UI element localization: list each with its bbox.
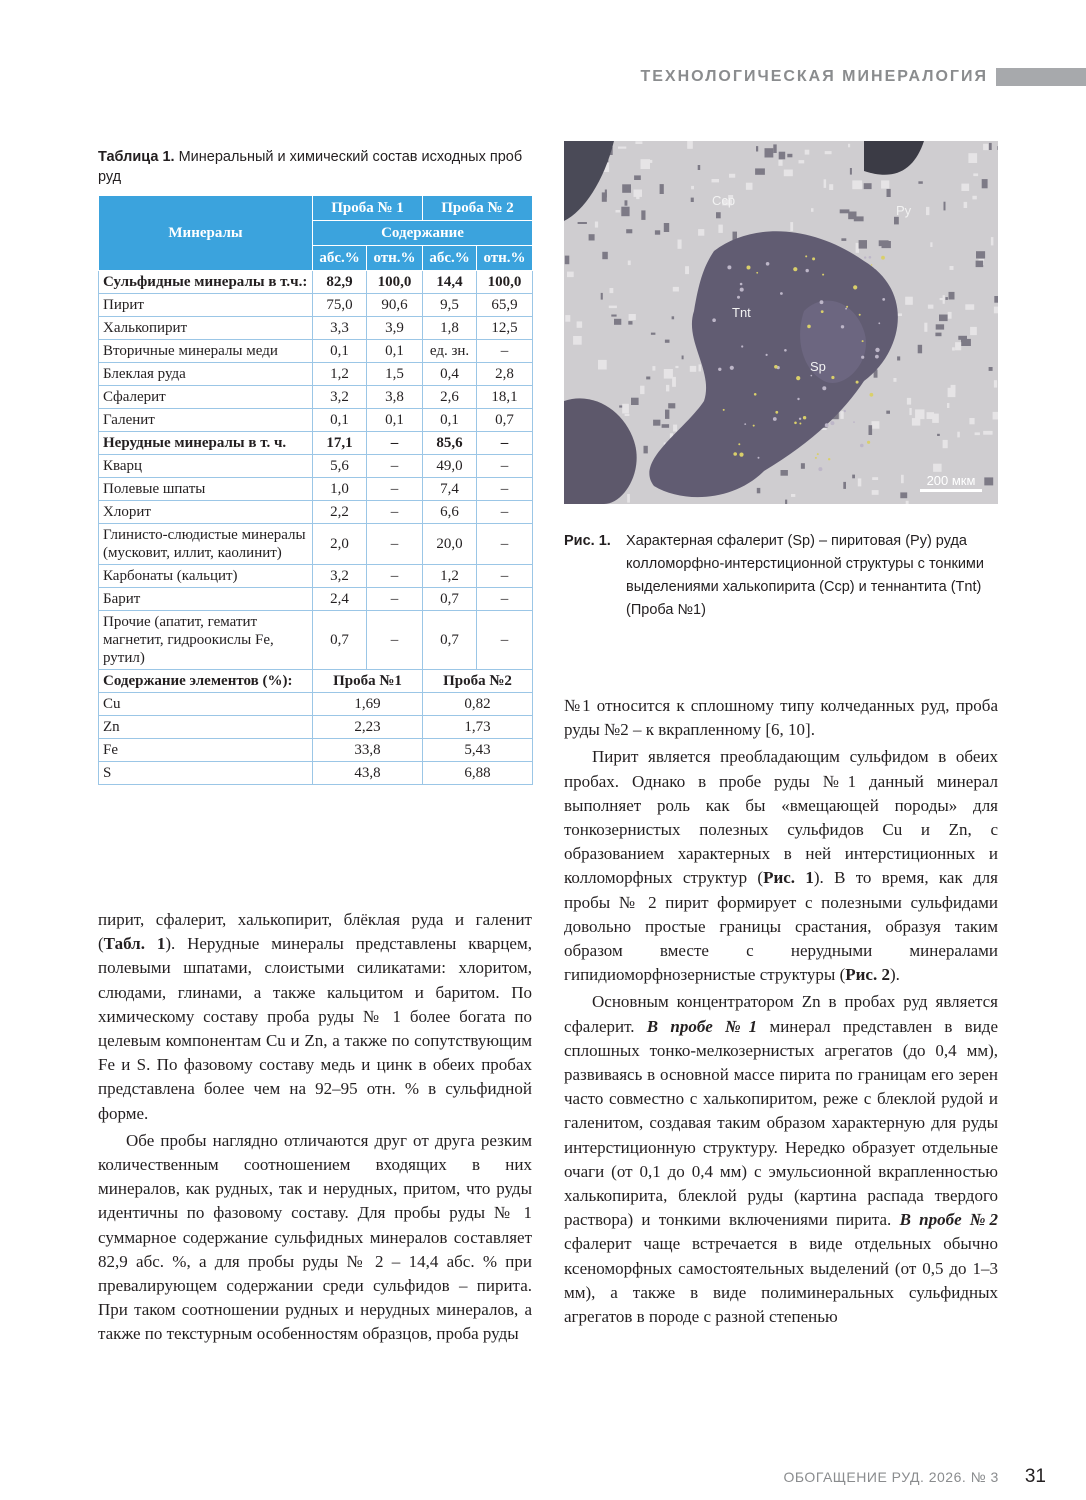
micrograph <box>564 141 998 504</box>
table-cell: 82,9 <box>313 271 367 294</box>
table-cell: 12,5 <box>477 317 533 340</box>
element-name: Cu <box>99 693 313 716</box>
table-cell: 0,7 <box>422 611 476 670</box>
header-probe2: Проба № 2 <box>422 196 532 221</box>
table-cell: 0,1 <box>367 409 423 432</box>
page-footer <box>784 1466 1046 1488</box>
mineral-name: Барит <box>99 588 313 611</box>
table-cell: – <box>367 611 423 670</box>
table-cell: 6,88 <box>422 762 532 785</box>
table-cell: 0,7 <box>313 611 367 670</box>
scale-bar <box>920 473 982 492</box>
table-row <box>99 501 533 524</box>
table-row <box>99 478 533 501</box>
page-number: 31 <box>1024 1466 1046 1487</box>
mineral-name: Сфалерит <box>99 386 313 409</box>
table-cell: 0,1 <box>422 409 476 432</box>
text-run: минерал представлен в виде сплошных тонко-мелкозернистых агрегатов (до 0,4 мм), развиваясь в основной массе пирита по границам его зерен часто совместно с халькопиритом, реже с блеклой рудой и галенитом, создавая таким образом характерную для руды интерстиционную структуру. Нередко образует отдельные очаги (от 0,1 до 0,4 мм) с эмульсионной вкрапленностью халькопирита, блеклой руды (картина распада твердого раствора) и тонкими включениями пирита. <box>564 1016 998 1230</box>
mineral-name: Полевые шпаты <box>99 478 313 501</box>
table-cell: 3,3 <box>313 317 367 340</box>
emphasis: В пробе №2 <box>899 1210 998 1230</box>
mineral-name: Пирит <box>99 294 313 317</box>
table-cell: 1,0 <box>313 478 367 501</box>
table-cell: 5,43 <box>422 739 532 762</box>
minerals-table <box>98 195 533 785</box>
journal-name: ОБОГАЩЕНИЕ РУД. 2026. № 3 <box>783 1469 999 1485</box>
table-cell: 1,8 <box>422 317 476 340</box>
table-cell: 0,82 <box>422 693 532 716</box>
table-cell: – <box>477 501 533 524</box>
table-row <box>99 588 533 611</box>
table-row <box>99 739 533 762</box>
table-cell: 1,73 <box>422 716 532 739</box>
header-rel: отн.% <box>477 246 533 271</box>
table-cell: – <box>477 432 533 455</box>
table-cell: 14,4 <box>422 271 476 294</box>
table-cell: – <box>477 455 533 478</box>
table-cell: 65,9 <box>477 294 533 317</box>
scale-bar-line <box>920 489 982 492</box>
header-abs: абс.% <box>422 246 476 271</box>
table-row <box>99 363 533 386</box>
table-row <box>99 455 533 478</box>
table-row <box>99 762 533 785</box>
table-row <box>99 294 533 317</box>
label-ccp: Ccp <box>712 193 736 208</box>
table-cell: 1,2 <box>313 363 367 386</box>
table-row <box>99 386 533 409</box>
table-cell: 2,0 <box>313 524 367 565</box>
header-rel: отн.% <box>367 246 423 271</box>
paragraph: №1 относится к сплошному типу колчеданных руд, проба руды №2 – к вкрапленному [6, 10]. <box>564 696 998 740</box>
paragraph <box>564 745 998 987</box>
mineral-name: Прочие (апатит, гематит магнетит, гидроокислы Fe, рутил) <box>99 611 313 670</box>
table-cell: 49,0 <box>422 455 476 478</box>
micrograph-image <box>564 141 998 504</box>
text-run: Основным концентратором Zn в пробах руд является сфалерит. <box>564 992 998 1036</box>
mineral-name: Блеклая руда <box>99 363 313 386</box>
table-row <box>99 611 533 670</box>
table-row <box>99 524 533 565</box>
element-name: S <box>99 762 313 785</box>
element-rows <box>99 670 533 693</box>
table-cell: 100,0 <box>477 271 533 294</box>
mineral-name: Вторичные минералы меди <box>99 340 313 363</box>
table-cell: – <box>477 524 533 565</box>
table-cell: – <box>367 565 423 588</box>
elements-header-p1: Проба №1 <box>313 670 423 693</box>
table-caption <box>98 147 528 187</box>
table-cell: 85,6 <box>422 432 476 455</box>
text-run: ). В то время, как для пробы № 2 пирит формирует с полезными сульфидами довольно простые границы срастания, образуя таким образом вместе с нерудными минералами гипидиоморфнозернистые структуры ( <box>564 868 998 985</box>
header-probe1: Проба № 1 <box>313 196 423 221</box>
element-name: Fe <box>99 739 313 762</box>
table-cell: 1,2 <box>422 565 476 588</box>
table-cell: 6,6 <box>422 501 476 524</box>
running-head <box>640 66 1086 88</box>
table-caption-text: Минеральный и химический состав исходных проб руд <box>98 149 523 185</box>
table-cell: – <box>367 524 423 565</box>
mineral-name: Кварц <box>99 455 313 478</box>
table-cell: 1,69 <box>313 693 423 716</box>
table-row <box>99 271 533 294</box>
mineral-rows <box>99 271 533 670</box>
table-cell: 2,2 <box>313 501 367 524</box>
label-tnt: Tnt <box>732 305 751 320</box>
paragraph: Обе пробы наглядно отличаются друг от друга резким количественным соотношением входящих в них минералов, как рудных, так и нерудных, притом, что руды идентичны по фазовому составу. Для пробы руды № 1 суммарное содержание сульфидных минералов составляет 82,9 абс. %, а для пробы руды № 2 – 14,4 абс. % при превалирующем содержании среди сульфидов – пирита. При таком соотношении рудных и нерудных минералов, а также по текстурным особенностям образцов, проба руды <box>98 1130 532 1344</box>
figure-caption-text: Характерная сфалерит (Sp) – пиритовая (Py) руда колломорфно-интерстиционной структуры с тонкими выделениями халькопирита (Ccp) и теннантита (Tnt) (Проба №1) <box>626 533 985 618</box>
table-cell: – <box>477 588 533 611</box>
figure-caption-label: Рис. 1. <box>564 533 611 549</box>
header-content: Содержание <box>313 221 533 246</box>
table-cell: – <box>477 611 533 670</box>
paragraph <box>564 990 998 1329</box>
element-name: Zn <box>99 716 313 739</box>
table-cell: – <box>477 478 533 501</box>
table-cell: – <box>477 340 533 363</box>
table-cell: 2,8 <box>477 363 533 386</box>
left-column <box>98 908 532 1347</box>
table-cell: 75,0 <box>313 294 367 317</box>
paragraph <box>98 908 532 1126</box>
table-cell: 9,5 <box>422 294 476 317</box>
text-run: ). Нерудные минералы представлены кварцем, полевыми шпатами, слоистыми силикатами: хлоритом, слюдами, глинами, а также кальцитом и баритом. По химическому составу проба руды № 1 более богата по целевым компонентам Cu и Zn, а также по сопутствующим Fe и S. По фазовому составу медь и цинк в обеих пробах представлена более чем на 92–95 отн. % в сульфидной форме. <box>98 934 532 1123</box>
table-cell: 20,0 <box>422 524 476 565</box>
table-row <box>99 716 533 739</box>
emphasis: В пробе №1 <box>646 1016 758 1036</box>
elements-header-row <box>99 670 533 693</box>
table-cell: 3,2 <box>313 386 367 409</box>
mineral-name: Глинисто-слюдистые минералы (мусковит, иллит, каолинит) <box>99 524 313 565</box>
table-caption-label: Таблица 1. <box>98 149 175 165</box>
text-run: пирит, сфалерит, халькопирит, блёклая руда и галенит ( <box>98 910 532 954</box>
table-cell: 0,1 <box>367 340 423 363</box>
table-cell: 3,8 <box>367 386 423 409</box>
text-run: ). <box>889 965 900 985</box>
header-bar <box>996 68 1086 86</box>
element-values <box>99 693 533 785</box>
text-run: Пирит является преобладающим сульфидом в обеих пробах. Однако в пробе руды №1 данный минерал выполняет роль как бы «вмещающей породы» для тонкозернистых полезных сульфидов Cu и Zn, с образованием характерных в ней интерстиционных и колломорфных структур ( <box>564 747 998 888</box>
mineral-name: Хлорит <box>99 501 313 524</box>
mineral-name: Галенит <box>99 409 313 432</box>
table-cell: 90,6 <box>367 294 423 317</box>
text-run: сфалерит чаще встречается в виде отдельных обычно ксеноморфных самостоятельных выделений (от 0,5 до 1–3 мм), а также в виде полиминеральных сульфидных агрегатов в породе с разной степенью <box>564 1234 998 1327</box>
mineral-name: Карбонаты (кальцит) <box>99 565 313 588</box>
table-cell: 43,8 <box>313 762 423 785</box>
elements-header-label: Содержание элементов (%): <box>99 670 313 693</box>
table-cell: 17,1 <box>313 432 367 455</box>
table-cell: 18,1 <box>477 386 533 409</box>
table-row <box>99 340 533 363</box>
mineral-name: Халькопирит <box>99 317 313 340</box>
table-cell: 33,8 <box>313 739 423 762</box>
table-reference: Табл. 1 <box>103 934 166 954</box>
header-abs: абс.% <box>313 246 367 271</box>
scale-bar-label: 200 мкм <box>926 473 976 488</box>
table-row <box>99 317 533 340</box>
elements-header-p2: Проба №2 <box>422 670 532 693</box>
table-cell: 7,4 <box>422 478 476 501</box>
table-cell: 100,0 <box>367 271 423 294</box>
mineral-name: Сульфидные минералы в т.ч.: <box>99 271 313 294</box>
header-minerals: Минералы <box>99 196 313 271</box>
label-sp: Sp <box>810 359 826 374</box>
table-cell: – <box>367 432 423 455</box>
table-cell: 2,4 <box>313 588 367 611</box>
figure-reference: Рис. 1 <box>763 868 814 888</box>
table-row <box>99 409 533 432</box>
table-row <box>99 565 533 588</box>
table-row <box>99 432 533 455</box>
table-cell: 2,23 <box>313 716 423 739</box>
table-cell: 1,5 <box>367 363 423 386</box>
label-py: Py <box>896 203 912 218</box>
table-cell: ед. зн. <box>422 340 476 363</box>
mineral-name: Нерудные минералы в т. ч. <box>99 432 313 455</box>
table-row <box>99 693 533 716</box>
section-title: ТЕХНОЛОГИЧЕСКАЯ МИНЕРАЛОГИЯ <box>640 68 988 85</box>
table-cell: 0,1 <box>313 409 367 432</box>
table-cell: – <box>477 565 533 588</box>
table-cell: 3,2 <box>313 565 367 588</box>
table-cell: 5,6 <box>313 455 367 478</box>
table-cell: – <box>367 501 423 524</box>
table-cell: 0,4 <box>422 363 476 386</box>
table-cell: 2,6 <box>422 386 476 409</box>
figure-reference: Рис. 2 <box>845 965 890 985</box>
table-cell: 3,9 <box>367 317 423 340</box>
table-cell: 0,7 <box>422 588 476 611</box>
table-cell: – <box>367 478 423 501</box>
figure-caption <box>564 530 998 622</box>
table-cell: – <box>367 455 423 478</box>
right-column <box>564 694 998 1329</box>
table-cell: 0,7 <box>477 409 533 432</box>
table-cell: – <box>367 588 423 611</box>
table-cell: 0,1 <box>313 340 367 363</box>
